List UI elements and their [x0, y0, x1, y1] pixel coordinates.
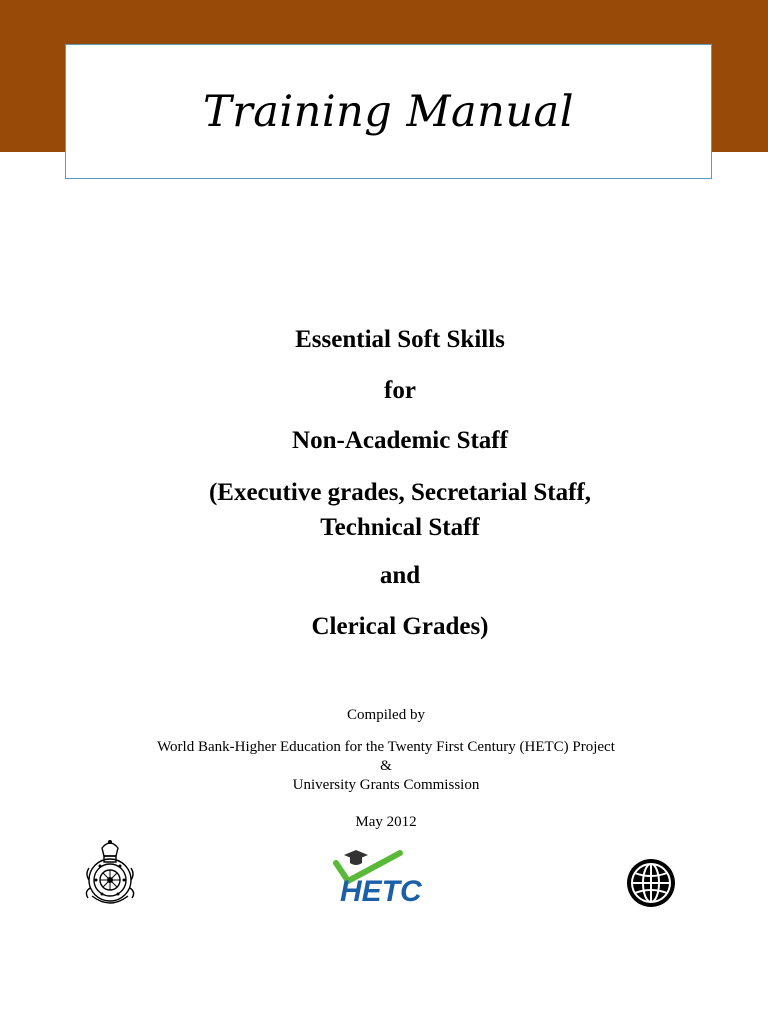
heading-line-2: for: [384, 377, 416, 404]
heading-line-4: (Executive grades, Secretarial Staff,: [208, 479, 592, 506]
hetc-logo: [330, 845, 440, 907]
hetc-logo-text: HETC: [340, 875, 422, 907]
heading-line-5: Technical Staff: [320, 514, 480, 541]
heading-line-6: and: [379, 562, 421, 589]
heading-line-7: Clerical Grades): [311, 613, 489, 640]
ampersand-text: &: [380, 758, 392, 774]
national-emblem-logo: [80, 836, 140, 908]
title-box: [65, 44, 712, 179]
manual-title: Training Manual: [203, 87, 574, 137]
heading-line-1: Essential Soft Skills: [295, 326, 505, 353]
heading-line-3: Non-Academic Staff: [292, 427, 508, 454]
compiled-by-text: Compiled by: [347, 707, 425, 723]
world-bank-globe-logo: [625, 857, 677, 909]
date-text: May 2012: [355, 814, 417, 830]
commission-text: University Grants Commission: [292, 777, 480, 793]
project-text: World Bank-Higher Education for the Twenty First Century (HETC) Project: [157, 739, 615, 755]
